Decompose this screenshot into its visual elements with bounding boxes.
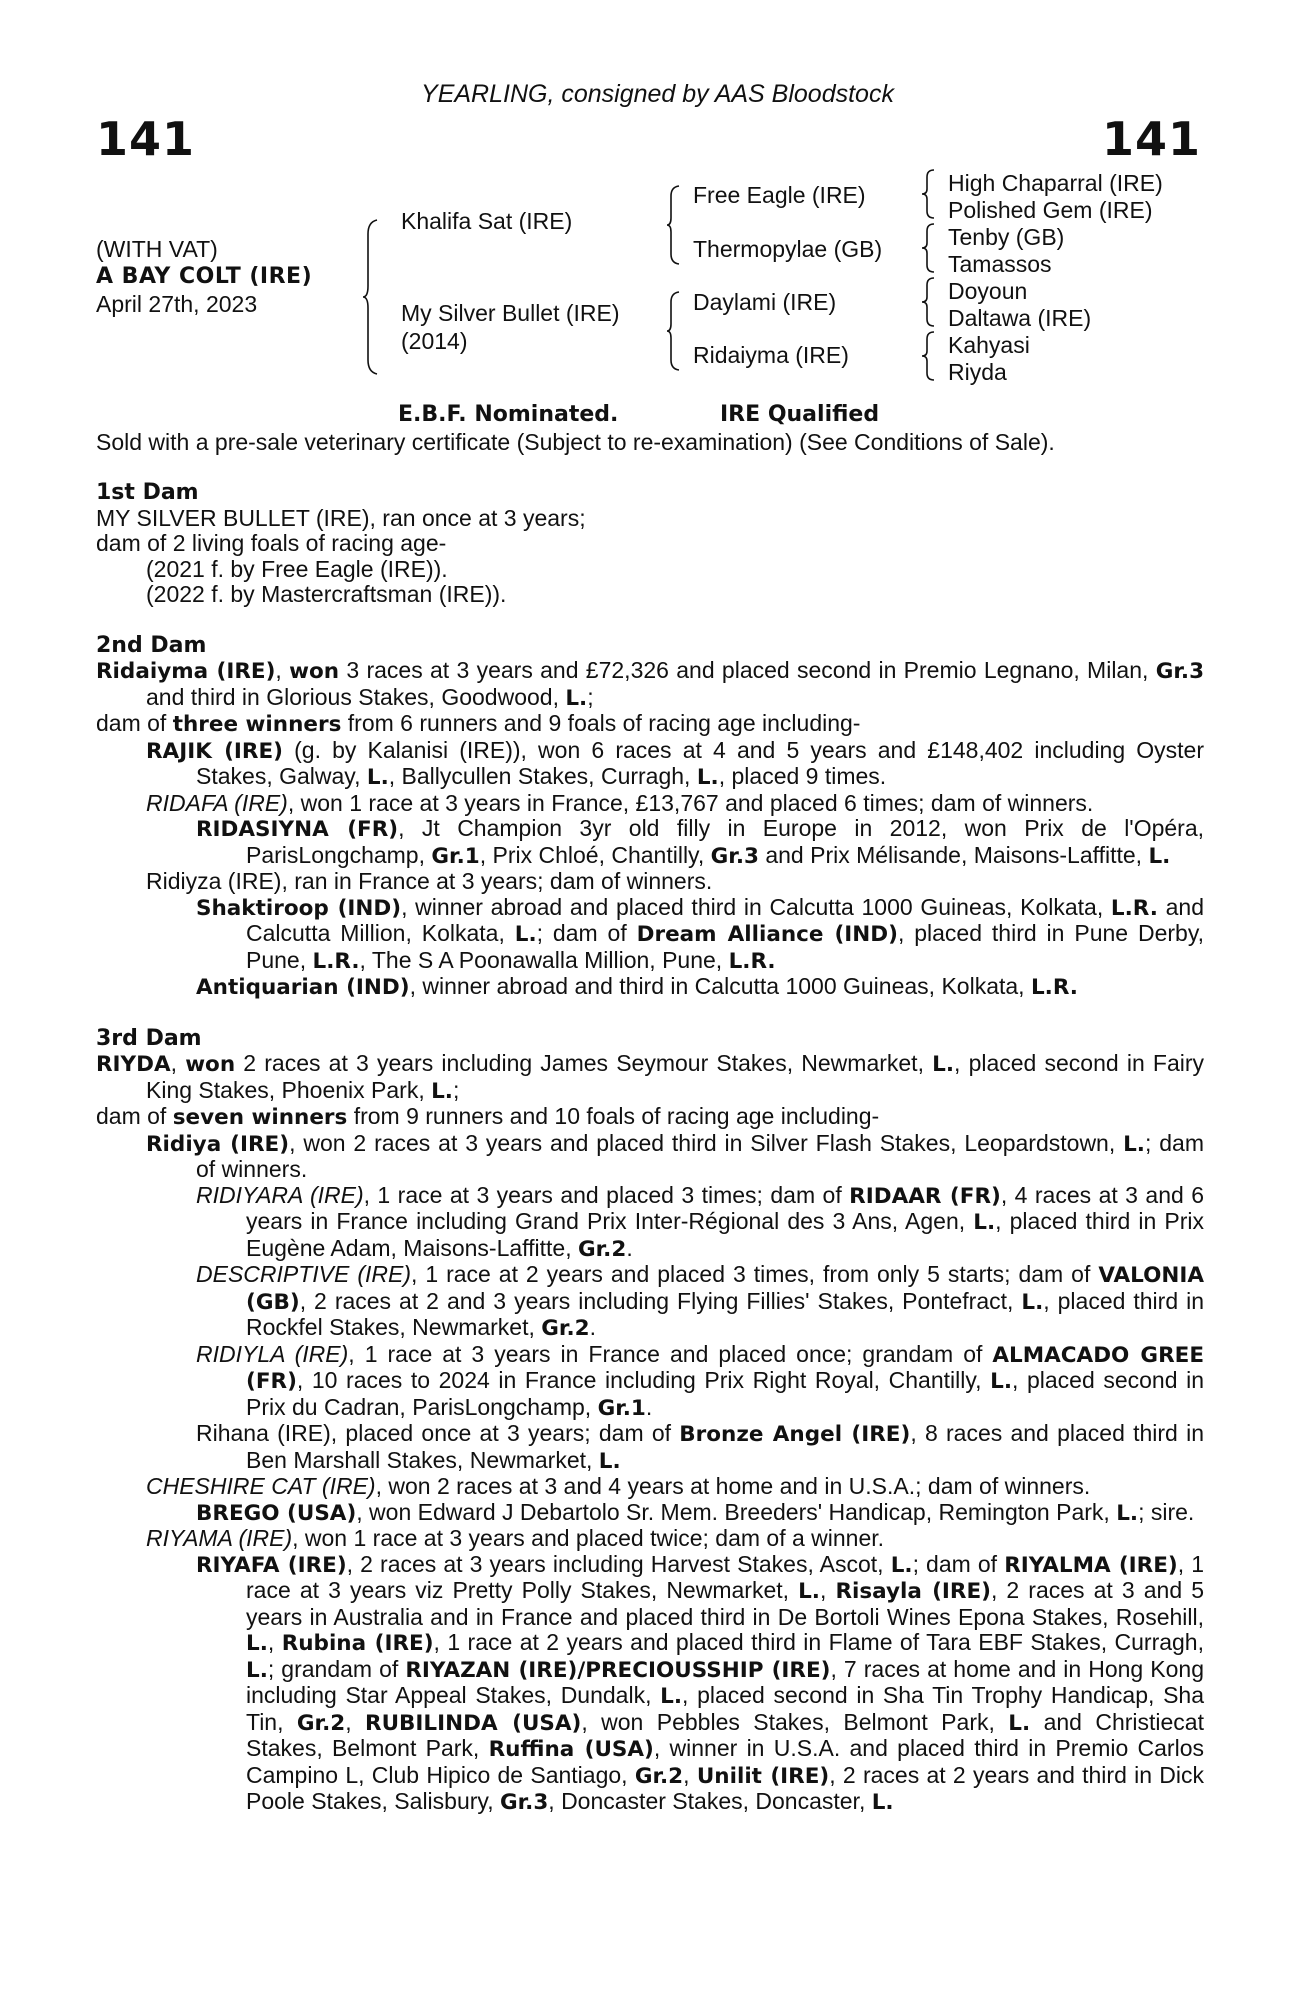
text-run: , placed second in Fairy King Stakes, Phoenix Park, (146, 1050, 1205, 1103)
text-run: , 1 race at 3 years viz Pretty Polly Stakes, Newmarket, (246, 1550, 1205, 1603)
horse-name-bold: RIDAAR (FR) (849, 1183, 1001, 1209)
grade-label: Gr.3 (710, 843, 759, 869)
horse-name-italic: RIDIYARA (IRE) (196, 1181, 364, 1208)
lot-number-left: 141 (96, 112, 196, 166)
text-run: Ridiyza (IRE), ran in France at 3 years; dam of winners. (146, 868, 713, 894)
listed-label: L. (431, 1078, 453, 1104)
dam-family-text (96, 480, 1204, 1816)
text-run: 3 races at 3 years and £72,326 and placed second in Premio Legnano, Milan, (339, 657, 1156, 683)
pedigree-g3-5: Doyoun (948, 278, 1028, 304)
listed-label: L. (990, 1369, 1013, 1394)
listed-label: L.R. (728, 948, 776, 974)
horse-name-bold: VALONIA (GB) (246, 1263, 1204, 1315)
pedigree-sire-dam: Thermopylae (GB) (693, 236, 883, 262)
first-dam-foal-2022: (2022 f. by Mastercraftsman (IRE)). (146, 581, 507, 607)
text-run: and Prix Mélisande, Maisons-Laffitte, (758, 841, 1149, 868)
pedigree-brace-sire (666, 184, 682, 266)
text-run: 2 races at 3 years including James Seymour Stakes, Newmarket, (235, 1050, 933, 1076)
ebf-nominated: E.B.F. Nominated. (398, 402, 619, 427)
pedigree-sire-sire: Free Eagle (IRE) (693, 182, 866, 208)
horse-name-bold: ALMACADO GREE (FR) (246, 1342, 1205, 1394)
text-run: , 2 races at 3 and 5 years in Australia and in France and placed third in De Bortoli Wines Epona Stakes, Rosehill, (246, 1577, 1204, 1630)
produce-rihana (96, 1421, 1204, 1474)
first-dam-foal-2021: (2021 f. by Free Eagle (IRE)). (146, 555, 448, 582)
listed-label: L.R. (1110, 895, 1158, 921)
produce-brego (96, 1500, 1204, 1527)
second-dam-entry: Ridaiyma (IRE), won 3 races at 3 years and £72,326 and placed second in Premio Legnano, Milan, Gr.3 and third in Glorious Stakes, Goodwood, L.; (96, 657, 1205, 711)
produce-riyafa (96, 1552, 1204, 1816)
text-run: , won Pebbles Stakes, Belmont Park, (581, 1708, 1009, 1735)
vat-label: (WITH VAT) (96, 236, 218, 262)
produce-antiquarian (96, 974, 1204, 1001)
pedigree-g3-1: High Chaparral (IRE) (948, 170, 1163, 196)
ire-qualified: IRE Qualified (720, 402, 880, 427)
horse-name-bold: RIYAFA (IRE) (196, 1552, 347, 1578)
grade-label: Gr.1 (597, 1395, 646, 1421)
pedigree-g3-4: Tamassos (948, 251, 1052, 277)
text-run: ; dam of winners. (196, 1129, 1204, 1182)
produce-ridiyara (96, 1183, 1204, 1263)
pedigree-dam-dam: Ridaiyma (IRE) (693, 342, 849, 368)
text-run: and Christiecat Stakes, Belmont Park, (246, 1708, 1204, 1761)
grade-label: Gr.2 (296, 1710, 346, 1736)
produce-descriptive (96, 1262, 1204, 1342)
text-run: , 2 races at 3 years including Harvest Stakes, Ascot, (346, 1550, 891, 1577)
text-run: , winner abroad and third in Calcutta 1000 Guineas, Kolkata, (409, 973, 1031, 999)
pedigree-brace-g3a (921, 168, 937, 220)
foaling-date: April 27th, 2023 (96, 291, 258, 317)
horse-name-bold: RIYAZAN (IRE)/PRECIOUSSHIP (IRE) (405, 1657, 831, 1683)
horse-name-bold: Ridiya (IRE) (146, 1131, 290, 1157)
text-run: , 1 race at 3 years and placed 3 times; dam of (363, 1181, 850, 1208)
text-run: dam of (96, 1103, 173, 1129)
listed-label: L. (798, 1579, 820, 1604)
listed-label: L. (932, 1052, 955, 1077)
text-run: , (683, 1761, 697, 1788)
text-run: , placed third in Prix Eugène Adam, Maisons-Laffitte, (246, 1208, 1205, 1261)
listed-label: L. (871, 1790, 894, 1815)
text-run: and third in Glorious Stakes, Goodwood, (146, 683, 566, 710)
horse-name-italic: CHESHIRE CAT (IRE) (146, 1473, 376, 1499)
text-run: , winner in U.S.A. and placed third in Premio Carlos Campino L, Club Hipico de Santiago, (246, 1735, 1204, 1788)
text-run: , (267, 1629, 282, 1655)
text-run: (g. by Kalanisi (IRE)), won 6 races at 4 and 5 years and £148,402 including Oyster Stakes, Galway, (196, 736, 1204, 789)
pedigree-brace-g3d (921, 330, 937, 382)
horse-name-bold: RAJIK (IRE) (146, 738, 283, 764)
text-run: , placed second in Prix du Cadran, ParisLongchamp, (246, 1367, 1205, 1420)
first-dam-line2: dam of 2 living foals of racing age- (96, 530, 447, 556)
grade-label: Gr.2 (634, 1763, 684, 1789)
pedigree-brace-main (362, 218, 382, 376)
text-run: , 1 race at 3 years in France and placed once; grandam of (348, 1340, 993, 1367)
horse-name-bold: Unilit (IRE) (696, 1763, 830, 1789)
listed-label: L. (696, 765, 719, 790)
listed-label: L. (1116, 1500, 1139, 1526)
text-run: , Jt Champion 3yr old filly in Europe in 2012, won Prix de l'Opéra, ParisLongchamp, (246, 815, 1205, 868)
grade-label: Gr.3 (1155, 659, 1205, 684)
grade-label: Gr.3 (499, 1790, 549, 1815)
lot-number-right: 141 (1101, 112, 1201, 166)
text-run: from 9 runners and 10 foals of racing age including- (347, 1103, 880, 1129)
horse-name-italic: RIDIYLA (IRE) (196, 1340, 349, 1367)
third-dam-won: won (185, 1052, 236, 1077)
text-run: , Ballycullen Stakes, Curragh, (388, 763, 697, 789)
text-run: ; (587, 683, 594, 710)
text-run: , won 1 race at 3 years and placed twice; dam of a winner. (292, 1525, 885, 1551)
grade-label: Gr.2 (578, 1236, 627, 1262)
listed-label: L. (1148, 843, 1171, 869)
horse-name-bold: Antiquarian (IND) (196, 975, 410, 1000)
text-run: , won Edward J Debartolo Sr. Mem. Breeders' Handicap, Remington Park, (356, 1498, 1117, 1525)
text-run: ; sire. (1138, 1498, 1195, 1525)
horse-name-bold: RIYALMA (IRE) (1004, 1552, 1178, 1578)
pedigree-brace-dam (666, 290, 682, 372)
text-run: , (170, 1050, 186, 1076)
text-run: . (626, 1234, 633, 1261)
horse-name-bold: RIDASIYNA (FR) (196, 817, 399, 842)
text-run: , 7 races at home and in Hong Kong including Star Appeal Stakes, Dundalk, (246, 1655, 1204, 1708)
text-run: , 1 race at 2 years and placed third in Flame of Tara EBF Stakes, Curragh, (433, 1629, 1204, 1655)
text-run: , The S A Poonawalla Million, Pune, (359, 946, 729, 973)
text-run: , won 2 races at 3 and 4 years at home and in U.S.A.; dam of winners. (375, 1473, 1091, 1499)
listed-label: L. (246, 1631, 268, 1656)
third-dam-produce-summary (96, 1104, 1204, 1131)
listed-label: L. (514, 922, 537, 947)
listed-label: L. (246, 1657, 268, 1683)
produce-shaktiroop (96, 895, 1204, 975)
text-run: dam of (96, 710, 173, 736)
text-run: and Calcutta Million, Kolkata, (246, 893, 1204, 946)
listed-label: L. (890, 1552, 913, 1578)
pedigree-g3-8: Riyda (948, 359, 1007, 385)
produce-cheshire-cat (96, 1474, 1204, 1500)
text-run: . (645, 1393, 653, 1420)
first-dam-line1: MY SILVER BULLET (IRE), ran once at 3 years; (96, 504, 586, 531)
pedigree-sire: Khalifa Sat (IRE) (401, 208, 573, 234)
listed-label: L. (598, 1448, 621, 1474)
listed-label: L. (973, 1210, 996, 1235)
winners-count: three winners (172, 712, 342, 737)
second-dam-heading: 2nd Dam (96, 632, 207, 658)
vet-certificate-note: Sold with a pre-sale veterinary certificate (Subject to re-examination) (See Conditions of Sale). (96, 429, 1055, 455)
listed-label: L. (660, 1684, 683, 1709)
listed-label: L. (1008, 1710, 1031, 1736)
grade-label: Gr.1 (431, 843, 480, 869)
listed-label: L.R. (312, 948, 360, 974)
horse-name-bold: Ruffina (USA) (488, 1737, 654, 1762)
text-run: from 6 runners and 9 foals of racing age including- (341, 710, 861, 736)
second-dam-produce-summary (96, 711, 1204, 738)
pedigree-g3-6: Daltawa (IRE) (948, 305, 1092, 331)
pedigree-g3-3: Tenby (GB) (948, 224, 1065, 250)
horse-name-italic: RIYAMA (IRE) (146, 1525, 293, 1551)
listed-label: L. (1123, 1131, 1145, 1157)
text-run: ; (452, 1076, 460, 1103)
horse-name-bold: BREGO (USA) (196, 1500, 357, 1526)
text-run: ; grandam of (267, 1655, 406, 1682)
first-dam-heading: 1st Dam (96, 480, 199, 505)
text-run: , Doncaster Stakes, Doncaster, (548, 1788, 872, 1814)
listed-label: L. (1021, 1289, 1044, 1315)
section-gap (96, 1001, 1204, 1026)
third-dam-heading: 3rd Dam (96, 1025, 202, 1051)
pedigree-g3-2: Polished Gem (IRE) (948, 197, 1153, 223)
text-run: , won 1 race at 3 years in France, £13,767 and placed 6 times; dam of winners. (287, 789, 1094, 816)
text-run: . (589, 1314, 596, 1340)
pedigree-dam-year: (2014) (401, 328, 468, 354)
produce-rajik (96, 738, 1204, 791)
listed-label: L.R. (1030, 975, 1078, 1000)
produce-ridiya (96, 1131, 1204, 1183)
text-run: ; dam of (536, 920, 637, 946)
second-dam-name: Ridaiyma (IRE) (96, 659, 276, 684)
text-run: , 4 races at 3 and 6 years in France including Grand Prix Inter-Régional des 3 Ans, Agen, (246, 1181, 1205, 1234)
horse-name-italic: DESCRIPTIVE (IRE) (196, 1261, 411, 1287)
text-run: , placed 9 times. (718, 763, 887, 789)
section-gap (96, 608, 1204, 633)
winners-count: seven winners (172, 1105, 348, 1130)
pedigree-brace-g3b (921, 222, 937, 274)
text-run: , (819, 1577, 836, 1603)
grade-label: Gr.2 (541, 1316, 590, 1341)
pedigree-dam: My Silver Bullet (IRE) (401, 300, 620, 326)
produce-ridasiyna (96, 816, 1204, 869)
text-run: , placed third in Rockfel Stakes, Newmarket, (246, 1287, 1204, 1340)
horse-name-italic: RIDAFA (IRE) (146, 789, 288, 816)
text-run: , 10 races to 2024 in France including Prix Right Royal, Chantilly, (296, 1367, 991, 1393)
produce-ridiyla (96, 1342, 1204, 1422)
text-run: , 2 races at 2 years and third in Dick Poole Stakes, Salisbury, (246, 1761, 1205, 1814)
horse-name-bold: Risayla (IRE) (835, 1579, 991, 1604)
third-dam-name: RIYDA (96, 1052, 171, 1077)
pedigree-dam-sire: Daylami (IRE) (693, 289, 837, 315)
horse-name: A BAY COLT (IRE) (96, 264, 313, 289)
text-run: , winner abroad and placed third in Calcutta 1000 Guineas, Kolkata, (401, 893, 1111, 920)
text-run: , Prix Chloé, Chantilly, (479, 841, 711, 868)
text-run: , won 2 races at 3 years and placed third in Silver Flash Stakes, Leopardstown, (289, 1129, 1124, 1156)
horse-name-bold: Rubina (IRE) (281, 1631, 434, 1656)
text-run: Rihana (IRE), placed once at 3 years; dam of (196, 1420, 680, 1446)
text-run: , 1 race at 2 years and placed 3 times, from only 5 starts; dam of (410, 1261, 1099, 1287)
consignment-line: YEARLING, consigned by AAS Bloodstock (421, 80, 894, 108)
produce-ridafa (96, 791, 1204, 817)
second-dam-won: won (289, 659, 340, 684)
pedigree-brace-g3c (921, 276, 937, 328)
produce-riyama (96, 1526, 1204, 1552)
third-dam-entry (96, 1051, 1204, 1104)
horse-name-bold: Shaktiroop (IND) (196, 895, 402, 921)
horse-name-bold: Dream Alliance (IND) (636, 922, 898, 947)
horse-name-bold: RUBILINDA (USA) (365, 1710, 582, 1736)
text-run: , 8 races and placed third in Ben Marshall Stakes, Newmarket, (246, 1420, 1204, 1473)
text-run: , placed third in Pune Derby, Pune, (246, 920, 1204, 973)
horse-name-bold: Bronze Angel (IRE) (679, 1422, 911, 1447)
listed-label: L. (565, 685, 588, 711)
text-run: ; dam of (912, 1550, 1005, 1577)
text-run: , 2 races at 2 and 3 years including Flying Fillies' Stakes, Pontefract, (299, 1287, 1022, 1314)
produce-ridiyza (96, 869, 1204, 895)
listed-label: L. (366, 765, 389, 790)
text-run: , placed second in Sha Tin Trophy Handicap, Sha Tin, (246, 1682, 1205, 1735)
text-run: , (345, 1708, 366, 1735)
pedigree-g3-7: Kahyasi (948, 332, 1030, 358)
